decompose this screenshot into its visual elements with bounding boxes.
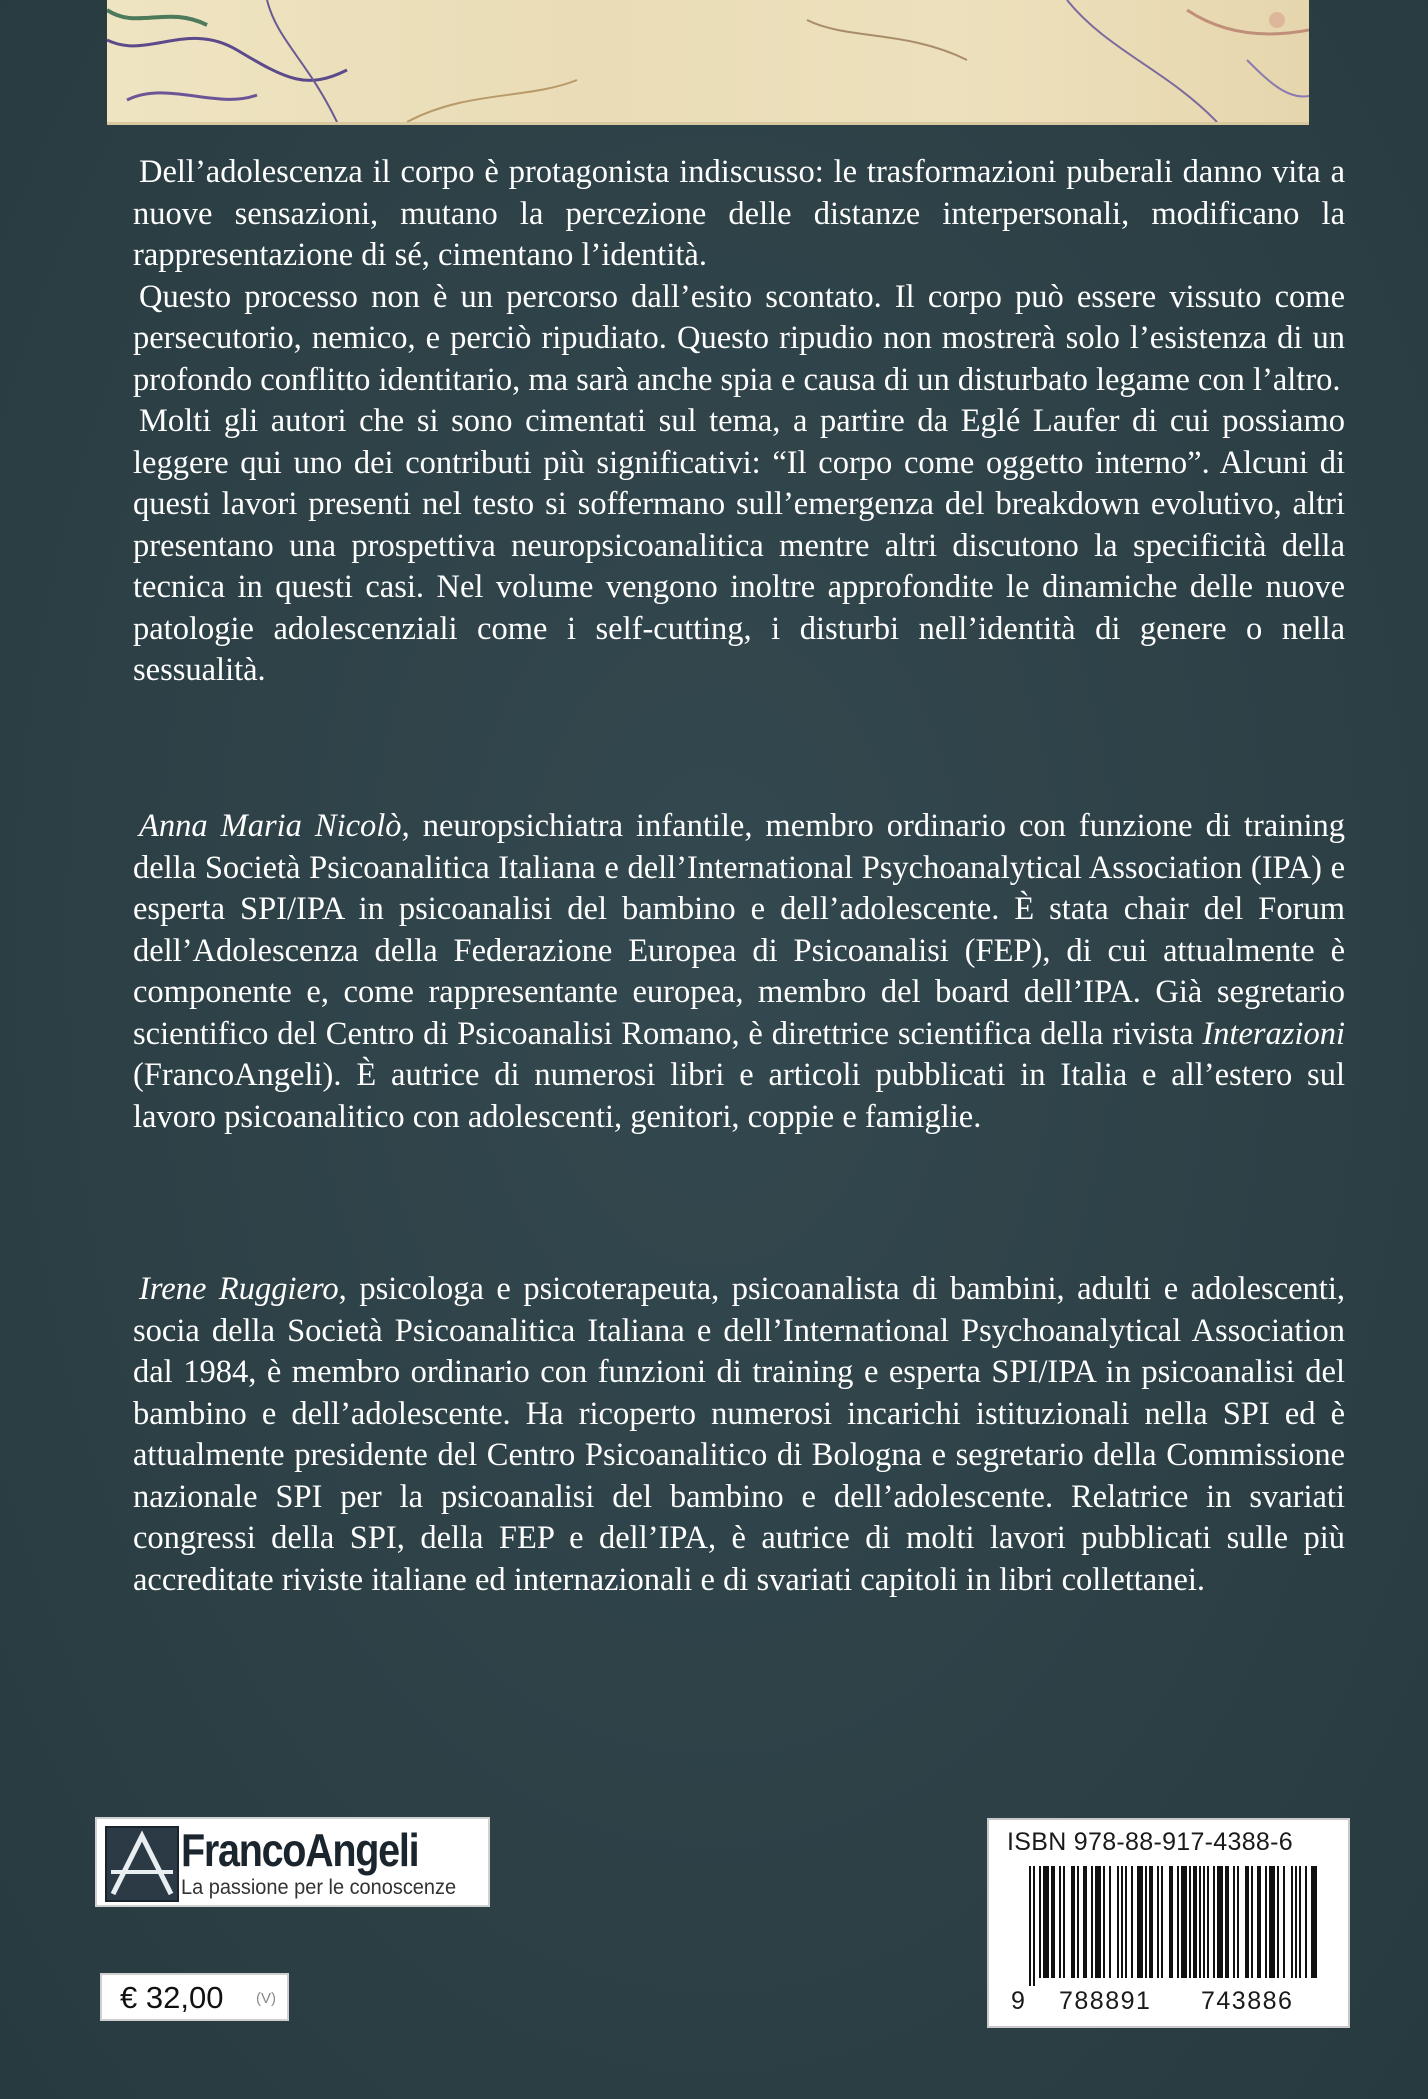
price-label bbox=[100, 1973, 289, 2021]
isbn-label: ISBN 978-88-917-4388-6 bbox=[1007, 1828, 1293, 1856]
author-bio-text: , psicologa e psicoterapeuta, psicoanalista di bambini, adulti e adolescenti, socia della Società Psicoanalitica Italiana e dell’International Psychoanalytical Association dal 1984, è membro ordinario con funzioni di training e esperta SPI/IPA in psicoanalisi del bambino e dell’adolescente. Ha ricoperto numerosi incarichi istituzionali nella SPI ed è attualmente presidente del Centro Psicoanalitico di Bologna e segretario della Commissione nazionale SPI per la psicoanalisi del bambino e dell’adolescente. Relatrice in svariati congressi della SPI, della FEP e dell’IPA, è autrice di molti lavori pubblicati sulle più accreditate riviste italiane ed internazionali e di svariati capitoli in libri collettanei. bbox=[133, 1271, 1345, 1598]
barcode-icon bbox=[1027, 1866, 1317, 1986]
publisher-logo-icon bbox=[105, 1826, 179, 1902]
price-vat-mark: (V) bbox=[256, 1990, 276, 2007]
author-bio-ruggiero bbox=[133, 1269, 1345, 1601]
barcode-digits-group-2: 743886 bbox=[1201, 1987, 1294, 2015]
author-name: Irene Ruggiero bbox=[139, 1271, 339, 1307]
artwork-sketch bbox=[107, 0, 1309, 122]
blurb-paragraph: Molti gli autori che si sono cimentati sul tema, a partire da Eglé Laufer di cui possiamo leggere qui uno dei contributi più significativi: “Il corpo come oggetto interno”. Alcuni di questi lavori presenti nel testo si soffermano sull’emergenza del breakdown evolutivo, altri presentano una prospettiva neuropsicoanalitica mentre altri discutono la specificità della tecnica in questi casi. Nel volume vengono inoltre approfondite le dinamiche delle nuove patologie adolescenziali come i self-cutting, i disturbi nell’identità di genere o nella sessualità. bbox=[133, 403, 1345, 688]
barcode-digit-lead: 9 bbox=[1011, 1987, 1025, 2015]
cover-artwork-strip bbox=[107, 0, 1309, 125]
blurb-paragraph: Dell’adolescenza il corpo è protagonista indiscusso: le trasformazioni puberali danno vita a nuove sensazioni, mutano la percezione delle distanze interpersonali, modificano la rappresentazione di sé, cimentano l’identità. bbox=[133, 154, 1345, 273]
author-bio-paragraph bbox=[133, 1269, 1345, 1601]
author-name: Anna Maria Nicolò bbox=[139, 808, 402, 844]
author-bio-nicolo bbox=[133, 806, 1345, 1138]
author-bio-text: (FrancoAngeli). È autrice di numerosi libri e articoli pubblicati in Italia e all’estero sul lavoro psicoanalitico con adolescenti, genitori, coppie e famiglie. bbox=[133, 1057, 1345, 1135]
blurb bbox=[133, 152, 1345, 692]
barcode-digits-group-1: 788891 bbox=[1059, 1987, 1152, 2015]
publisher-logo bbox=[95, 1817, 490, 1907]
blurb-paragraph: Questo processo non è un percorso dall’esito scontato. Il corpo può essere vissuto come persecutorio, nemico, e perciò ripudiato. Questo ripudio non mostrerà solo l’esistenza di un profondo conflitto identitario, ma sarà anche spia e causa di un disturbato legame con l’altro. bbox=[133, 278, 1345, 398]
author-bio-paragraph bbox=[133, 806, 1345, 1138]
publisher-tagline: La passione per le conoscenze bbox=[181, 1876, 457, 1899]
journal-title: Interazioni bbox=[1202, 1015, 1345, 1052]
isbn-barcode-box bbox=[987, 1818, 1350, 2028]
price-value: € 32,00 bbox=[120, 1980, 224, 2015]
author-bio-text: , neuropsichiatra infantile, membro ordinario con funzione di training della Società Psicoanalitica Italiana e dell’International Psychoanalytical Association (IPA) e esperta SPI/IPA in psicoanalisi del bambino e dell’adolescente. È stata chair del Forum dell’Adolescenza della Federazione Europea di Psicoanalisi (FEP), di cui attualmente è componente e, come rappresentante europea, membro del board dell’IPA. Già segretario scientifico del Centro di Psicoanalisi Romano, è direttrice scientifica della rivista bbox=[133, 808, 1346, 1052]
publisher-name: FrancoAngeli bbox=[181, 1824, 419, 1876]
